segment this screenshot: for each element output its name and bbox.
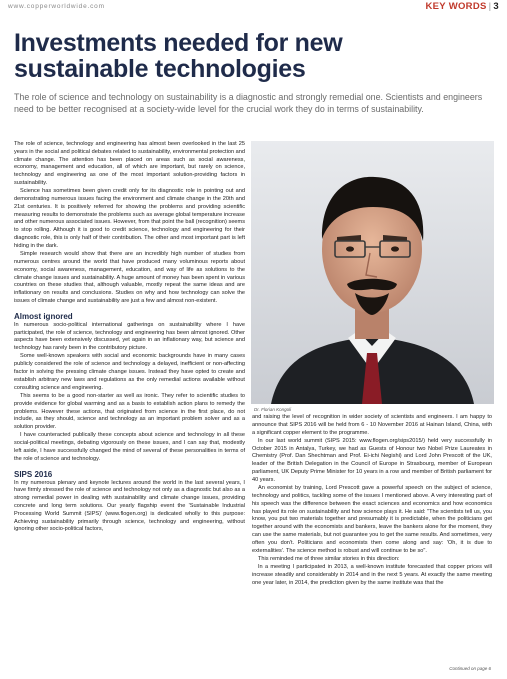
body-paragraph: In my numerous plenary and keynote lectures around the world in the last several years, I have firmly stressed the role of science and technology not only as a diagnostic but also as a strong remedial power in dealing with sustainability and climate change issues, providing concrete and long term solutions. Our yearly flagship event the 'Sustainable Industrial Processing World Summit (SIPS)' (www.flogen.org) is dedicated wholly to this purpose: Achieving sustainability primarily through science, technology and engineering, without ignoring other socio-political factors, (14, 479, 245, 533)
section-separator: | (488, 1, 492, 12)
body-paragraph: An economist by training, Lord Prescott gave a powerful speech on the subject of science, technology and politics, tackling some of the issues I mentioned above. A very interesting part of his speech was the difference between the exact sciences and economics and how economics has played its role on sustainability and how science plays it. He said: "The scientists tell us, you know, you put two materials together and presumably it is predictable, when the politicians get together around with the economists and bankers, leave the bankers alone for the moment, they can use the same materials, but not guarantee you to get the same results. And sometimes, very often you don't. Politicians and economists then come along and say: 'Oh, it is due to externalities'. The science method is robust and will continue to be so". (252, 485, 492, 554)
section-name: KEY WORDS (425, 1, 487, 12)
body-paragraph: In a meeting I participated in 2013, a well-known institute forecasted that copper prices will increase steadily and considerably in 2014 and in the next 5 years. At exactly the same meeting one year later, in 2014, the prediction given by the same institute was that the (252, 564, 492, 586)
page-number: 3 (493, 1, 499, 12)
article-standfirst: The role of science and technology on sustainability is a diagnostic and strongly remedial one. Scientists and engineers need to be better recognised at a society-wide level for the crucial work they do in terms of sustainability. (14, 92, 483, 114)
article-title: Investments needed for new sustainable technologies (14, 29, 343, 83)
body-paragraph: Simple research would show that there are an incredibly high number of studies from numerous centres around the world that have produced many voluminous reports about economy, social awareness, management, education, and way of life as solutions to the climate change issues and sustainability. A huge amount of money has been spent in various countries on these studies that, although valuable, mostly repeat the same ideas and are inflationary on results and conclusions. Studies on why and how technology can solve the issues of climate change and sustainability are just a few and almost non-existent. (14, 251, 245, 304)
section-heading-almost-ignored: Almost ignored (14, 311, 73, 321)
website-url: www.copperworldwide.com (8, 3, 105, 10)
left-column (14, 141, 245, 535)
body-paragraph: The role of science, technology and engineering has almost been overlooked in the last 25 years in the social and political debates related to sustainability, environmental protection and climate change. The attention has been placed on areas such as social awareness, economy, management and education, all of which are important, but rarely on science, technology and engineering as one of the most important solution-providing factors in sustainability. (14, 141, 245, 186)
body-paragraph: In numerous socio-political international gatherings on sustainability where I have participated, the role of science, technology and engineering has been almost ignored. Other aspects have been extensively discussed, yet again in an inflationary way, but science and technology has rarely been in the contributory picture. (14, 321, 245, 352)
body-paragraph: This reminded me of three similar stories in this direction: (258, 555, 400, 562)
photo-caption: Dr. Florian Kongoli (254, 407, 292, 412)
body-paragraph: Science has sometimes been given credit only for its diagnostic role in pointing out and demonstrating numerous issues facing the environment and climate change in the 20th and 21st centuries. It is positively referred for showing the problems and providing scientific measuring results to demonstrate the problems such as average global temperature increase and other numerous associated issues. However, from that point the ball (recognition) seems to stop rolling. Although it is good to credit science, technology and engineering for their diagnostic role, this is only half of their contribution. The other and most important part is left hiding in the dark. (14, 188, 245, 249)
section-heading-sips-2016: SIPS 2016 (14, 469, 53, 479)
section-label (426, 1, 500, 12)
continued-on-page-note: Continued on page 6 (449, 666, 491, 671)
body-paragraph: and raising the level of recognition in wider society of scientists and engineers. I am happy to announce that SIPS 2016 will be held from 6 - 10 November 2016 at Hainan Island, China, with a significant copper element to the programme. (252, 414, 492, 436)
body-paragraph: Some well-known speakers with social and economic backgrounds have in many cases publicly considered the role of science and technology a delayed, inefficient or non-affecting factor in solving the pressing climate change issues. Instead they have opted to create and establish arbitrary new laws and regulations as the only remedial actions available without consulting science and engineering. (14, 353, 245, 391)
author-portrait-photo (251, 141, 494, 404)
body-paragraph: I have counteracted publically these concepts about science and technology in all these social-political meetings, debating vigorously on these issues, and I can say that, modestly left aside, I have successfully changed the mind of several of these personalities in terms of the role of science and technology. (14, 432, 245, 462)
body-paragraph: In our last world summit (SIPS 2015: www.flogen.org/sips2015/) held very successfully in October 2015 in Antalya, Turkey, we had as Guests of Honour two Nobel Prize Laureates in Chemistry (Prof. Dan Shechtman and Prof. Ei-ichi Negishi) and Lord John Prescott of the UK, leader of the British Delegation in the Council of Europe in Strasbourg, member of European parliament, UK Deputy Prime Minister for 10 years in a row and member of British parliament for 40 years. (252, 437, 492, 483)
right-column (252, 414, 492, 588)
body-paragraph: This seems to be a good non-starter as well as ironic. They refer to scientific studies to provide evidence for global warming and as a basis to establish action plans to remedy the problems. However these actions, that originated from science in the first place, do not include, as they should, science and technology as an important problem solver and as a solution provider. (14, 392, 245, 431)
page-header (0, 0, 507, 14)
